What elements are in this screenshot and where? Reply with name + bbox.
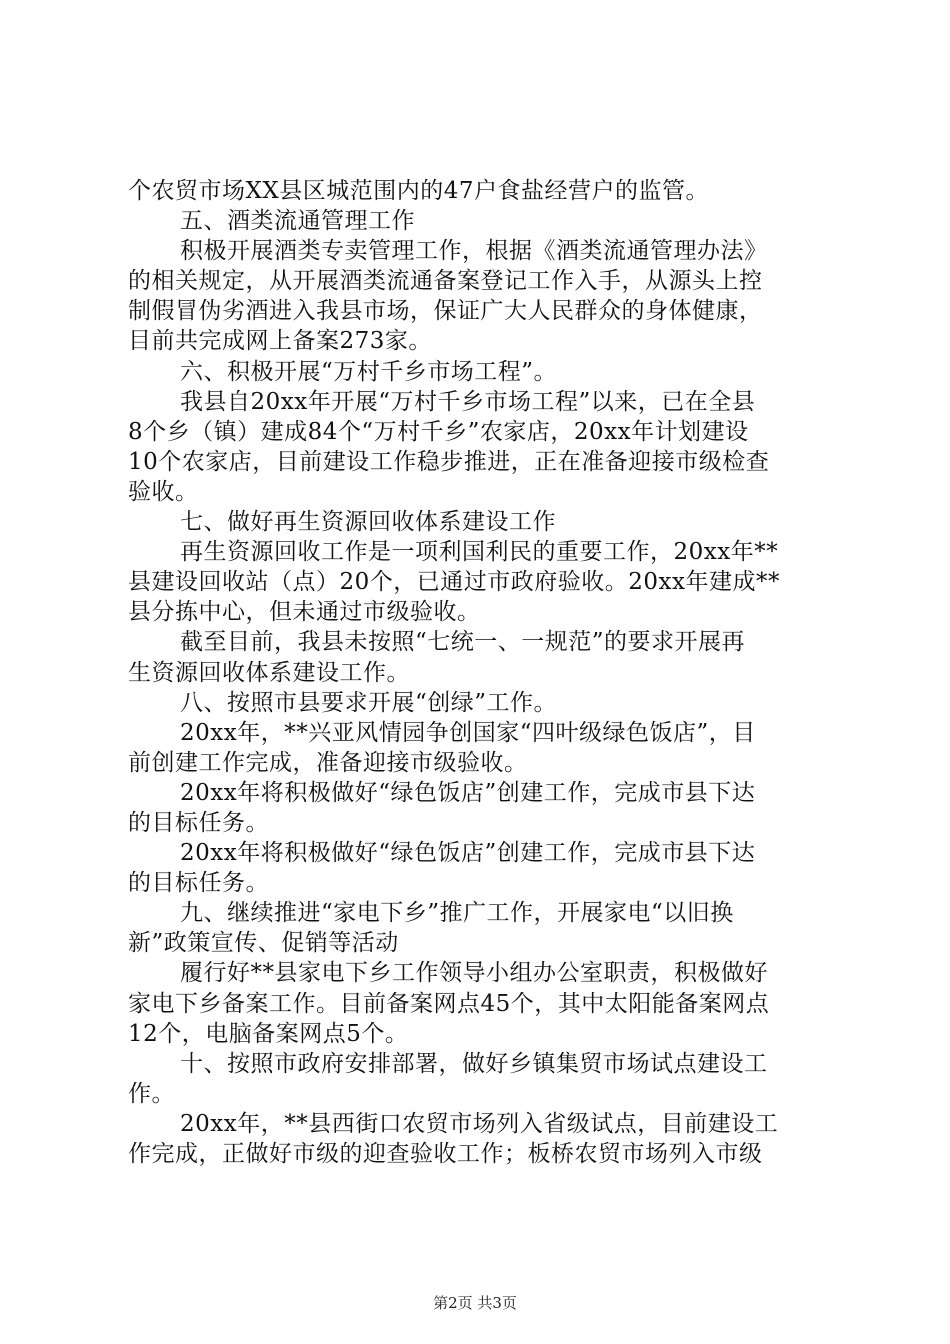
text-line: 20xx年，**县西街口农贸市场列入省级试点，目前建设工 [180,1110,779,1137]
text-line: 新”政策宣传、促销等活动 [128,930,399,957]
text-line: 六、积极开展“万村千乡市场工程”。 [180,358,558,385]
text-line: 20xx年将积极做好“绿色饭店”创建工作，完成市县下达 [180,779,756,806]
text-line: 县分拣中心，但未通过市级验收。 [128,599,481,626]
text-line: 作完成，正做好市级的迎查验收工作；板桥农贸市场列入市级 [128,1141,763,1167]
text-line: 个农贸市场XX县区城范围内的47户食盐经营户的监管。 [128,178,710,204]
text-line: 履行好**县家电下乡工作领导小组办公室职责，积极做好 [180,960,768,987]
text-line: 20xx年，**兴亚风情园争创国家“四叶级绿色饭店”，目 [180,719,756,746]
text-line: 五、酒类流通管理工作 [180,208,415,235]
text-line: 我县自20xx年开展“万村千乡市场工程”以来，已在全县 [180,388,756,415]
text-line: 生资源回收体系建设工作。 [128,659,410,686]
text-line: 前创建工作完成，准备迎接市级验收。 [128,749,528,776]
text-line: 作。 [128,1080,175,1107]
text-line: 20xx年将积极做好“绿色饭店”创建工作，完成市县下达 [180,840,756,867]
page-footer: 第2页 共3页 [433,1294,517,1312]
text-line: 七、做好再生资源回收体系建设工作 [180,509,556,536]
text-line: 再生资源回收工作是一项利国利民的重要工作，20xx年** [180,539,779,566]
text-line: 10个农家店，目前建设工作稳步推进，正在准备迎接市级检查 [128,448,770,475]
text-line: 八、按照市县要求开展“创绿”工作。 [180,689,558,716]
text-line: 的相关规定，从开展酒类流通备案登记工作入手，从源头上控 [128,268,763,295]
text-line: 家电下乡备案工作。目前备案网点45个，其中太阳能备案网点 [128,990,770,1017]
text-line: 的目标任务。 [128,870,269,897]
text-line: 的目标任务。 [128,809,269,836]
text-line: 截至目前，我县未按照“七统一、一规范”的要求开展再 [180,629,746,656]
text-line: 12个，电脑备案网点5个。 [128,1020,409,1047]
text-line: 验收。 [128,478,199,505]
text-line: 县建设回收站（点）20个，已通过市政府验收。20xx年建成** [128,569,780,596]
text-line: 积极开展酒类专卖管理工作，根据《酒类流通管理办法》 [180,238,768,265]
text-line: 制假冒伪劣酒进入我县市场，保证广大人民群众的身体健康， [128,298,763,325]
text-line: 目前共完成网上备案273家。 [128,328,432,355]
text-line: 十、按照市政府安排部署，做好乡镇集贸市场试点建设工 [180,1050,768,1077]
document-body [128,176,836,1169]
text-line: 九、继续推进“家电下乡”推广工作，开展家电“以旧换 [180,900,734,927]
text-line: 8个乡（镇）建成84个“万村千乡”农家店，20xx年计划建设 [128,418,749,445]
